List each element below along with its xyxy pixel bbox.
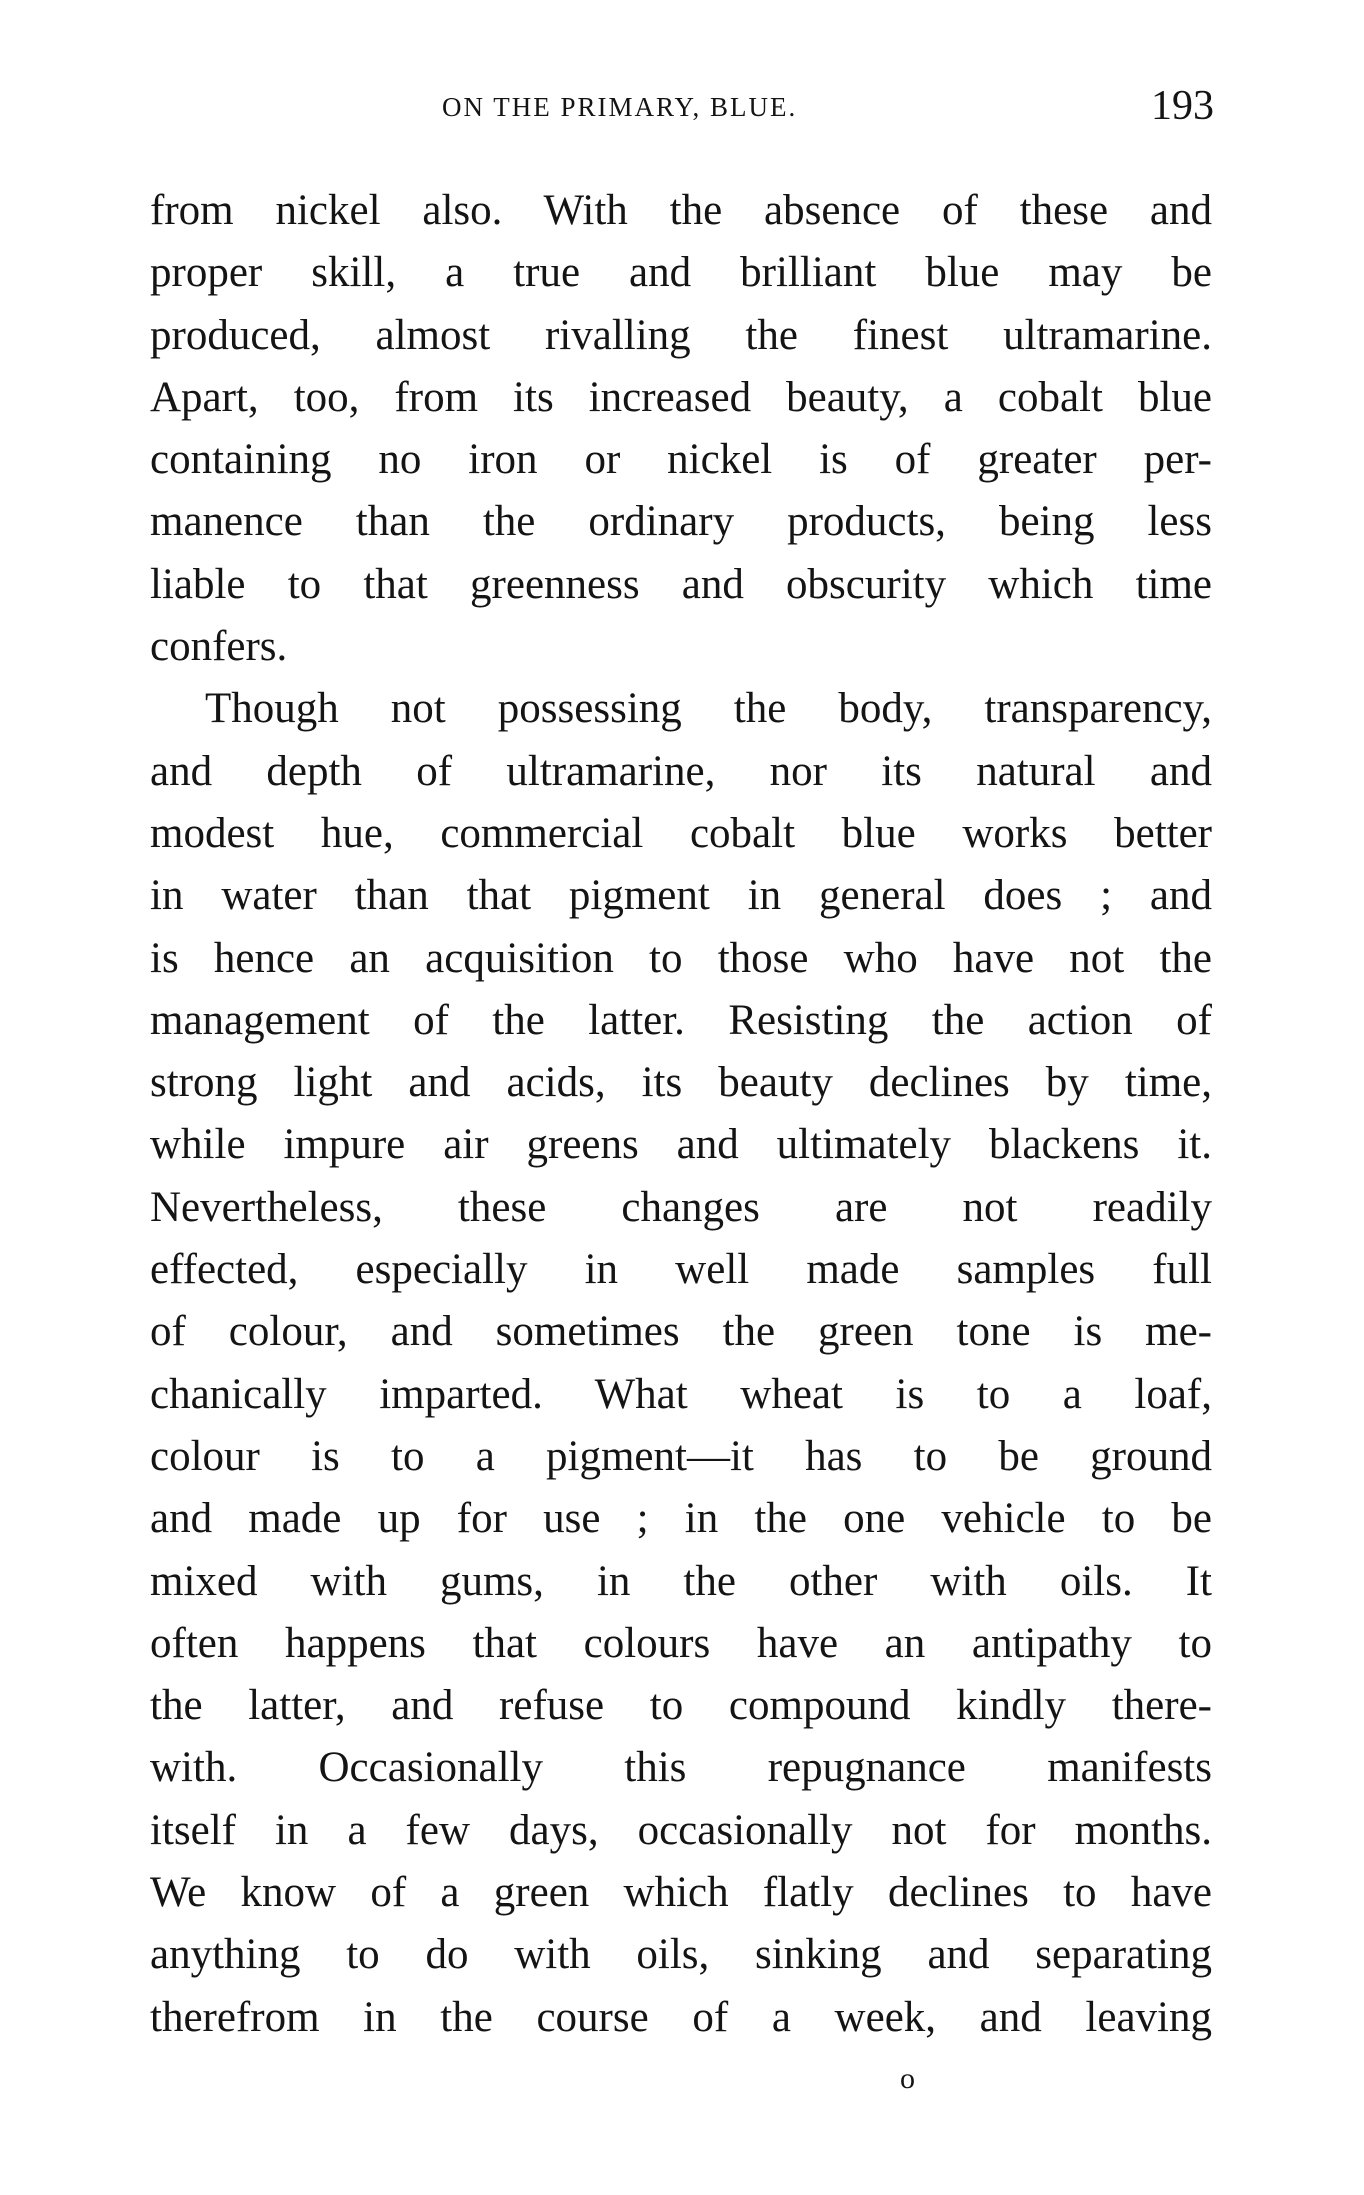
text-line: Though not possessing the body, transparency, — [205, 685, 1212, 733]
text-line: with. Occasionally this repugnance manifests — [150, 1744, 1212, 1792]
text-line: therefrom in the course of a week, and leaving — [150, 1993, 1212, 2041]
running-title: ON THE PRIMARY, BLUE. — [442, 92, 798, 122]
text-line: and made up for use ; in the one vehicle to be — [150, 1495, 1212, 1543]
text-line: manence than the ordinary products, being less — [150, 498, 1212, 546]
text-line: mixed with gums, in the other with oils. It — [150, 1557, 1212, 1605]
text-line: colour is to a pigment—it has to be ground — [150, 1432, 1212, 1480]
text-line: effected, especially in well made samples full — [150, 1246, 1212, 1294]
text-line: Apart, too, from its increased beauty, a cobalt blue — [150, 373, 1212, 421]
page-number: 193 — [1151, 83, 1214, 129]
text-line: modest hue, commercial cobalt blue works better — [150, 809, 1212, 857]
text-line: We know of a green which flatly declines to have — [150, 1869, 1212, 1917]
text-line: Nevertheless, these changes are not readily — [150, 1183, 1212, 1231]
text-line: produced, almost rivalling the finest ultramarine. — [150, 311, 1212, 359]
text-line: of colour, and sometimes the green tone is me- — [150, 1308, 1212, 1356]
text-line: containing no iron or nickel is of greater per- — [150, 436, 1212, 484]
text-line: management of the latter. Resisting the action of — [150, 996, 1212, 1044]
text-line: from nickel also. With the absence of these and — [150, 187, 1212, 234]
text-line: in water than that pigment in general does ; and — [150, 872, 1212, 920]
text-line: anything to do with oils, sinking and separating — [150, 1931, 1212, 1979]
signature-mark: o — [900, 2062, 915, 2095]
text-line: itself in a few days, occasionally not for months. — [150, 1806, 1212, 1854]
text-line: confers. — [150, 623, 288, 671]
body-text — [150, 180, 1212, 2049]
text-line: strong light and acids, its beauty declines by time, — [150, 1059, 1212, 1107]
text-line: liable to that greenness and obscurity which time — [150, 560, 1212, 608]
text-line: often happens that colours have an antipathy to — [150, 1619, 1212, 1667]
page-header — [152, 82, 1214, 132]
text-line: and depth of ultramarine, nor its natural and — [150, 747, 1212, 795]
text-line: proper skill, a true and brilliant blue may be — [150, 249, 1212, 297]
text-line: while impure air greens and ultimately blackens it. — [150, 1121, 1212, 1169]
text-line: the latter, and refuse to compound kindly there- — [150, 1682, 1212, 1730]
text-line: chanically imparted. What wheat is to a loaf, — [150, 1370, 1212, 1418]
text-line: is hence an acquisition to those who have not the — [150, 934, 1212, 982]
